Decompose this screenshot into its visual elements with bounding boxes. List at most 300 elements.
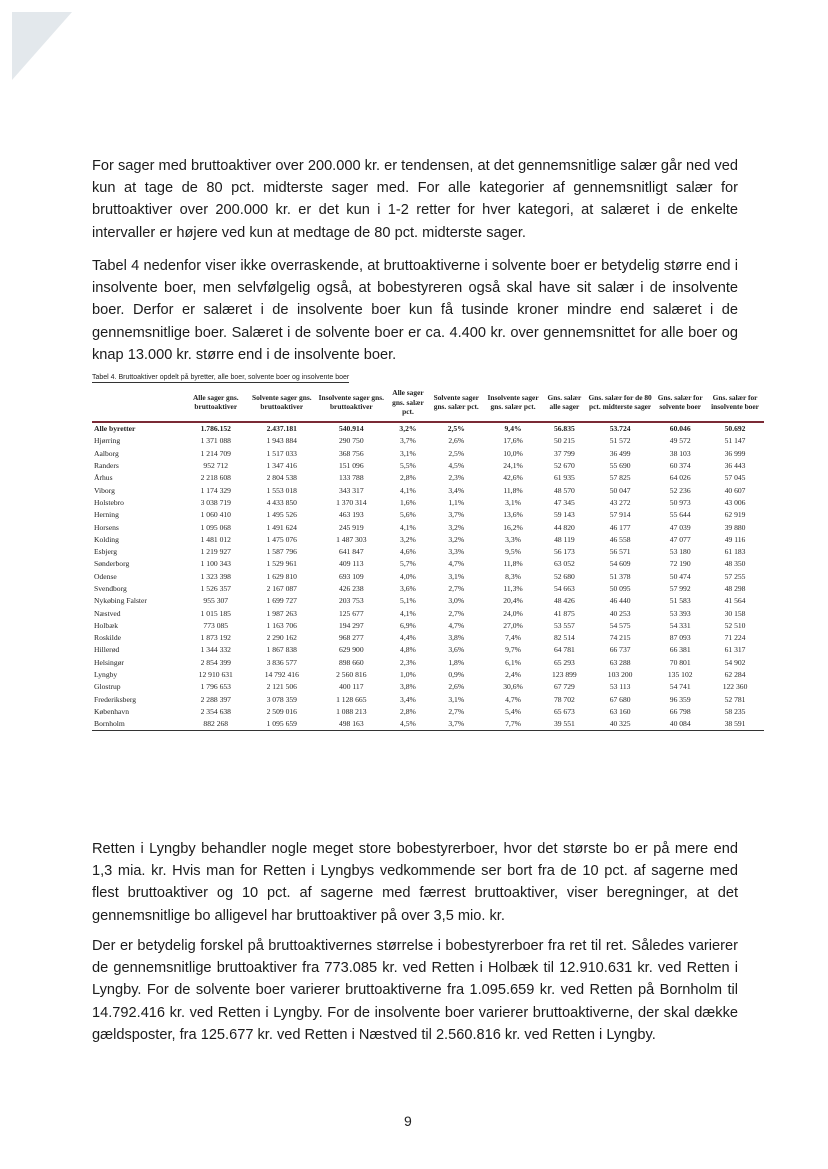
value-cell: 3,4% [400,694,416,704]
table-row [92,705,764,717]
value-cell: 9,5% [505,547,521,557]
value-cell: 1,6% [400,497,416,507]
value-cell: 47 039 [669,522,691,532]
value-cell: 48 350 [724,559,746,569]
value-cell: 122 360 [722,682,748,692]
value-cell: 245 919 [338,522,364,532]
value-cell: 2,5% [447,424,465,434]
value-cell: 38 103 [669,448,691,458]
value-cell: 1 517 033 [266,448,297,458]
value-cell: 70 801 [669,657,691,667]
value-cell: 6,9% [400,620,416,630]
value-cell: 641 847 [338,547,364,557]
table-row [92,693,764,705]
value-cell: 1 867 838 [266,645,297,655]
value-cell: 3,1% [400,448,416,458]
value-cell: 1,0% [400,670,416,680]
value-cell: 2,7% [448,608,465,618]
value-cell: 24,0% [503,608,523,618]
value-cell: 42,6% [503,473,523,483]
value-cell: 1 699 727 [266,596,297,606]
value-cell: 3,8% [448,633,465,643]
value-cell: 3,7% [429,718,483,731]
value-cell: 2,6% [448,436,465,446]
value-cell: 60 374 [669,461,691,471]
header-solvent-fee-pct: Solvente sager gns. salær pct. [429,386,483,422]
table-row [92,545,764,557]
value-cell: 2.437.181 [266,424,297,434]
value-cell: 1 481 012 [200,534,231,544]
value-cell: 67 680 [609,694,631,704]
value-cell: 1,8% [448,657,465,667]
court-name-cell: Alle byretter [94,424,136,434]
value-cell: 52 670 [553,461,575,471]
value-cell: 63 052 [553,559,575,569]
table-caption: Tabel 4. Bruttoaktiver opdelt på byretter, alle boer, solvente boer og insolvente boer [92,374,350,381]
value-cell: 3 836 577 [266,657,297,667]
value-cell: 51 147 [724,436,746,446]
value-cell: 968 277 [338,633,364,643]
value-cell: 50.692 [724,424,746,434]
value-cell: 12 910 631 [198,670,233,680]
value-cell: 54 575 [609,620,631,630]
value-cell: 4 433 850 [266,497,297,507]
header-court [92,386,184,422]
value-cell: 65 293 [553,657,575,667]
value-cell: 2 290 162 [266,633,297,643]
value-cell: 2 509 016 [266,706,297,716]
value-cell: 135 102 [667,670,693,680]
court-name-cell: Sønderborg [94,559,130,569]
value-cell: 2,3% [400,657,416,667]
value-cell: 882 268 [184,718,248,731]
value-cell: 50 047 [609,485,631,495]
value-cell: 3,6% [448,645,465,655]
paragraph-2: Tabel 4 nedenfor viser ikke overraskende, at bruttoaktiverne i solvente boer er betydelig større end i insolvente boer, men selvfølgelig også, at bobestyreren også skal have sit salær i de insolvente boer. Derfor er salæret i de insolvente boer kun få tusinde kroner mindre end salæret i de gennemsnitlige boer. Salæret i de solvente boer er ca. 4.400 kr. over gennemsnittet for alle boer og knap 13.000 kr. større end i de insolvente boer. [92,258,738,363]
value-cell: 1 491 624 [266,522,297,532]
table-row [92,607,764,619]
value-cell: 2,7% [448,706,465,716]
court-name-cell: Næstved [94,608,121,618]
court-name-cell: Esbjerg [94,547,118,557]
value-cell: 2,7% [448,584,465,593]
value-cell: 20,4% [503,596,523,606]
value-cell: 2,3% [448,473,465,483]
value-cell: 2 354 638 [200,706,231,716]
value-cell: 1 347 416 [266,461,297,471]
value-cell: 16,2% [503,522,523,532]
value-cell: 46 558 [609,534,631,544]
value-cell: 4,7% [505,694,521,704]
value-cell: 540.914 [338,424,364,434]
value-cell: 3,2% [448,534,465,544]
court-name-cell: Hillerød [94,645,120,655]
value-cell: 52 236 [669,485,691,495]
table-row [92,509,764,521]
value-cell: 74 215 [609,633,631,643]
value-cell: 1 214 709 [200,448,231,458]
value-cell: 54 331 [669,620,691,630]
value-cell: 1 587 796 [266,547,297,557]
value-cell: 2 121 506 [266,682,297,692]
court-name-cell: Herning [94,510,119,520]
value-cell: 66 798 [669,706,691,716]
court-name-cell: København [94,706,130,716]
value-cell: 955 307 [203,596,229,606]
value-cell: 2 288 397 [200,694,231,704]
value-cell: 1 100 343 [200,559,231,569]
value-cell: 9,4% [504,424,522,434]
value-cell: 1 163 706 [266,620,297,630]
value-cell: 30,6% [503,682,523,692]
table-row [92,558,764,570]
table-row [92,668,764,680]
value-cell: 57 825 [609,473,631,483]
value-cell: 51 572 [609,436,631,446]
value-cell: 2 804 538 [266,473,297,483]
value-cell: 50 973 [669,497,691,507]
value-cell: 4,8% [400,645,416,655]
header-solvent-gross-assets: Solvente sager gns. bruttoaktiver [248,386,317,422]
value-cell: 11,8% [503,559,523,569]
value-cell: 3,3% [448,547,465,557]
table-row [92,447,764,459]
value-cell: 1 987 263 [266,608,297,618]
value-cell: 2 560 816 [336,670,367,680]
value-cell: 7,7% [483,718,543,731]
value-cell: 3,8% [400,682,416,692]
value-cell: 40 084 [654,718,706,731]
value-cell: 3,1% [448,694,465,704]
value-cell: 7,4% [505,633,521,643]
paragraph-4: Der er betydelig forskel på bruttoaktivernes størrelse i bobestyrerboer fra ret til ret. Således varierer de gennemsnitlige bruttoaktiver fra 773.085 kr. ved Retten i Holbæk til 12.910.631 kr. ved Retten i Lyngby. For de solvente boer varierer bruttoaktiverne fra 1.095.659 kr. ved Retten på Bornholm til 14.792.416 kr. ved Retten i Lyngby. For de insolvente boer varierer bruttoaktiverne, der skal dække gældsposter, fra 125.677 kr. ved Retten i Næstved til 2.560.816 kr. ved Retten i Lyngby. [92,938,738,1043]
value-cell: 36 443 [724,461,746,471]
table-row [92,656,764,668]
value-cell: 63 288 [609,657,631,667]
value-cell: 54 663 [553,584,575,593]
table-row [92,644,764,656]
value-cell: 49 572 [669,436,691,446]
value-cell: 65 673 [553,706,575,716]
value-cell: 498 163 [316,718,387,731]
value-cell: 57 914 [609,510,631,520]
value-cell: 1 796 653 [200,682,231,692]
value-cell: 3,3% [505,534,521,544]
value-cell: 203 753 [338,596,364,606]
value-cell: 5,1% [400,596,416,606]
value-cell: 24,1% [503,461,523,471]
value-cell: 39 880 [724,522,746,532]
value-cell: 82 514 [553,633,575,643]
value-cell: 52 781 [724,694,746,704]
value-cell: 9,7% [505,645,521,655]
court-name-cell: Bornholm [92,718,184,731]
court-name-cell: Randers [94,461,119,471]
value-cell: 125 677 [338,608,364,618]
table-row [92,496,764,508]
value-cell: 67 729 [553,682,575,692]
value-cell: 952 712 [203,461,229,471]
value-cell: 2 854 399 [200,657,231,667]
value-cell: 1 370 314 [336,497,367,507]
value-cell: 66 737 [609,645,631,655]
value-cell: 1 553 018 [266,485,297,495]
value-cell: 1 487 303 [336,534,367,544]
court-name-cell: Frederiksberg [94,694,137,704]
value-cell: 773 085 [203,620,229,630]
header-insolvent-fee-pct: Insolvente sager gns. salær pct. [483,386,543,422]
value-cell: 59 143 [553,510,575,520]
value-cell: 53 557 [553,620,575,630]
value-cell: 37 799 [553,448,575,458]
court-name-cell: Odense [94,571,117,581]
header-avg-fee-insolvent: Gns. salær for insolvente boer [706,386,764,422]
table-row [92,472,764,484]
header-avg-fee-middle-80: Gns. salær for de 80 pct. midterste sager [586,386,654,422]
value-cell: 30 158 [724,608,746,618]
value-cell: 4,5% [448,461,465,471]
value-cell: 54 609 [609,559,631,569]
value-cell: 43 006 [724,497,746,507]
court-name-cell: Glostrup [94,682,121,692]
paragraph-3: Retten i Lyngby behandler nogle meget store bobestyrerboer, hvor det største bo er på mere end 1,3 mia. kr. Hvis man for Retten i Lyngbys vedkommende ser bort fra de 10 pct. af sagerne med flest bruttoaktiver og 10 pct. af sagerne med færrest bruttoaktiver, viser beregninger, at det gennemsnitlige bo alligevel har bruttoaktiver på over 3,5 mio. kr. [92,841,738,924]
court-name-cell: Aalborg [94,448,119,458]
table-header-row [92,386,764,422]
value-cell: 3 038 719 [200,497,231,507]
header-avg-fee-solvent: Gns. salær for solvente boer [654,386,706,422]
value-cell: 1 475 076 [266,534,297,544]
value-cell: 17,6% [503,436,523,446]
value-cell: 3 078 359 [266,694,297,704]
value-cell: 290 750 [338,436,364,446]
court-name-cell: Hjørring [94,436,121,446]
value-cell: 72 190 [669,559,691,569]
table-row [92,459,764,471]
value-cell: 56.835 [553,424,575,434]
table-row [92,619,764,631]
value-cell: 123 899 [552,670,577,680]
value-cell: 43 272 [609,497,631,507]
value-cell: 96 359 [669,694,691,704]
value-cell: 5,7% [400,559,416,569]
value-cell: 36 999 [724,448,746,458]
value-cell: 56 571 [609,547,631,557]
value-cell: 4,0% [400,571,416,581]
value-cell: 61 183 [724,547,746,557]
value-cell: 4,4% [400,633,416,643]
court-name-cell: Svendborg [94,584,127,593]
value-cell: 1 088 213 [336,706,367,716]
value-cell: 409 113 [339,559,364,569]
value-cell: 54 741 [669,682,691,692]
value-cell: 41 564 [724,596,746,606]
value-cell: 463 193 [338,510,364,520]
value-cell: 48 570 [553,485,575,495]
value-cell: 3,0% [448,596,465,606]
value-cell: 53 393 [669,608,691,618]
value-cell: 48 298 [724,584,746,593]
value-cell: 40 607 [724,485,746,495]
value-cell: 2,5% [448,448,465,458]
value-cell: 11,3% [503,584,523,593]
value-cell: 1 371 088 [200,436,231,446]
value-cell: 5,6% [400,510,416,520]
value-cell: 1,1% [448,497,465,507]
value-cell: 2 218 608 [200,473,231,483]
value-cell: 48 119 [554,534,575,544]
value-cell: 87 093 [669,633,691,643]
value-cell: 3,4% [448,485,465,495]
value-cell: 1 529 961 [266,559,297,569]
table-row [92,533,764,545]
value-cell: 368 756 [338,448,364,458]
value-cell: 693 109 [338,571,364,581]
page-number: 9 [404,1113,412,1129]
court-name-cell: Viborg [94,485,115,495]
value-cell: 2,6% [448,682,465,692]
bruttoaktiver-table [92,386,764,731]
value-cell: 64 026 [669,473,691,483]
value-cell: 49 116 [724,534,746,544]
value-cell: 61 935 [553,473,575,483]
court-name-cell: Holbæk [94,620,119,630]
value-cell: 3,7% [400,436,416,446]
value-cell: 3,6% [400,584,416,593]
header-avg-fee-all: Gns. salær alle sager [543,386,586,422]
value-cell: 50 215 [553,436,575,446]
value-cell: 1 095 659 [248,718,317,731]
value-cell: 2,8% [400,473,416,483]
value-cell: 3,1% [448,571,465,581]
table-row [92,582,764,594]
table-row [92,632,764,644]
value-cell: 426 238 [338,584,364,593]
value-cell: 4,7% [448,620,465,630]
table-row [92,718,764,731]
value-cell: 0,9% [448,670,465,680]
value-cell: 53.724 [609,424,631,434]
court-name-cell: Horsens [94,522,119,532]
value-cell: 50 095 [609,584,631,593]
value-cell: 14 792 416 [264,670,299,680]
court-name-cell: Lyngby [94,670,118,680]
value-cell: 13,6% [503,510,523,520]
paragraph-1: For sager med bruttoaktiver over 200.000 kr. er tendensen, at det gennemsnitlige salær går ned ved kun at tage de 80 pct. midterste sager med. For alle kategorier af gennemsnitligt salær for bruttoaktiver over 200.000 kr. er det kun i 1-2 retter for hver kategori, at salæret i de enkelte intervaller er højere ved kun at medtage de 80 pct. midterste sager. [92,158,738,241]
value-cell: 38 591 [706,718,764,731]
value-cell: 133 788 [338,473,364,483]
value-cell: 55 690 [609,461,631,471]
value-cell: 1 323 398 [200,571,231,581]
value-cell: 400 117 [339,682,364,692]
value-cell: 63 160 [609,706,631,716]
value-cell: 3,7% [448,510,465,520]
value-cell: 52 510 [724,620,746,630]
value-cell: 62 284 [724,670,746,680]
value-cell: 194 297 [338,620,364,630]
value-cell: 4,7% [448,559,465,569]
value-cell: 40 325 [586,718,654,731]
table-row [92,435,764,447]
value-cell: 1.786.152 [200,424,231,434]
value-cell: 1 060 410 [200,510,231,520]
table-row [92,681,764,693]
header-all-fee-pct: Alle sager gns. salær pct. [387,386,430,422]
value-cell: 1 629 810 [266,571,297,581]
value-cell: 53 113 [609,682,631,692]
value-cell: 36 499 [609,448,631,458]
value-cell: 343 317 [338,485,364,495]
value-cell: 52 680 [553,571,575,581]
value-cell: 4,6% [400,547,416,557]
value-cell: 898 660 [338,657,364,667]
value-cell: 1 495 526 [266,510,297,520]
court-name-cell: Nykøbing Falster [94,596,147,606]
value-cell: 60.046 [669,424,691,434]
value-cell: 39 551 [543,718,586,731]
value-cell: 41 875 [553,608,575,618]
value-cell: 62 919 [724,510,746,520]
value-cell: 78 702 [553,694,575,704]
value-cell: 1 526 357 [200,584,231,593]
value-cell: 71 224 [724,633,746,643]
value-cell: 47 345 [553,497,575,507]
value-cell: 50 474 [669,571,691,581]
value-cell: 47 077 [669,534,691,544]
table-total-row [92,422,764,435]
value-cell: 27,0% [503,620,523,630]
value-cell: 5,5% [400,461,416,471]
value-cell: 46 177 [609,522,631,532]
value-cell: 4,1% [400,522,416,532]
value-cell: 1 095 068 [200,522,231,532]
value-cell: 4,1% [400,485,416,495]
value-cell: 2,8% [400,706,416,716]
value-cell: 103 200 [607,670,633,680]
value-cell: 57 045 [724,473,746,483]
court-name-cell: Kolding [94,534,119,544]
value-cell: 58 235 [724,706,746,716]
table-row [92,521,764,533]
value-cell: 66 381 [669,645,691,655]
value-cell: 1 219 927 [200,547,231,557]
value-cell: 1 873 192 [200,633,231,643]
value-cell: 11,8% [503,485,523,495]
value-cell: 3,1% [505,497,521,507]
value-cell: 3,2% [399,424,417,434]
value-cell: 1 015 185 [200,608,231,618]
value-cell: 64 781 [553,645,575,655]
value-cell: 61 317 [724,645,746,655]
value-cell: 629 900 [338,645,364,655]
header-all-gross-assets: Alle sager gns. bruttoaktiver [184,386,248,422]
value-cell: 151 096 [338,461,364,471]
value-cell: 53 180 [669,547,691,557]
value-cell: 57 992 [669,584,691,593]
page-corner-mark [12,12,72,80]
court-name-cell: Holstebro [94,497,124,507]
value-cell: 1 128 665 [336,694,367,704]
value-cell: 10,0% [503,448,523,458]
value-cell: 3,2% [448,522,465,532]
table-row [92,595,764,607]
value-cell: 4,1% [400,608,416,618]
value-cell: 3,2% [400,534,416,544]
value-cell: 54 902 [724,657,746,667]
value-cell: 51 378 [609,571,631,581]
value-cell: 1 174 329 [200,485,231,495]
value-cell: 4,5% [387,718,430,731]
value-cell: 57 255 [724,571,746,581]
